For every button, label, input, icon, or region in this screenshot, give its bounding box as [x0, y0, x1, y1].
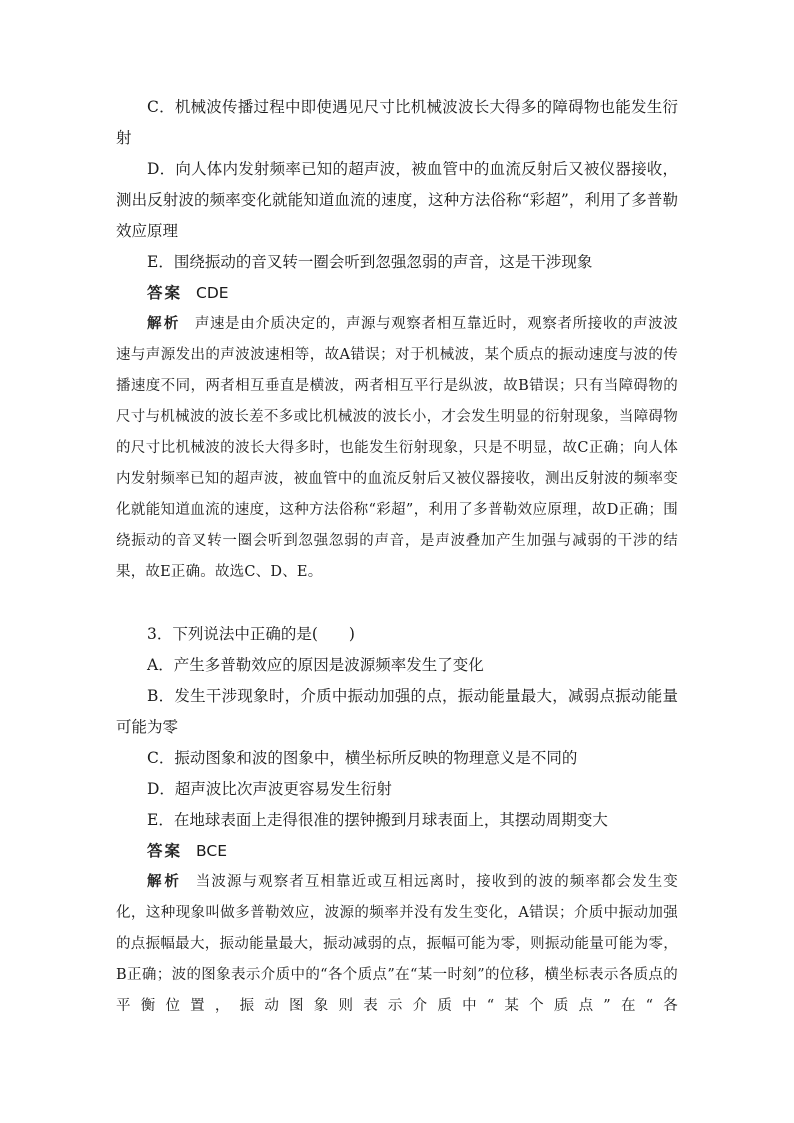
q2-analysis-text: 声速是由介质决定的，声源与观察者相互靠近时，观察者所接收的声波波速与声源发出的声波波速相等，故A错误；对于机械波，某个质点的振动速度与波的传播速度不同，两者相互垂直是横波，两者相互平行是纵波，故B错误；只有当障碍物的尺寸与机械波的波长差不多或比机械波的波长小，才会发生明显的衍射现象，当障碍物的尺寸比机械波的波长大得多时，也能发生衍射现象，只是不明显，故C正确；向人体内发射频率已知的超声波，被血管中的血流反射后又被仪器接收，测出反射波的频率变化就能知道血流的速度，这种方法俗称“彩超”，利用了多普勒效应原理，故D正确；围绕振动的音叉转一圈会听到忽强忽弱的声音，是声波叠加产生加强与减弱的干涉的结果，故E正确。故选C、D、E。: [116, 316, 678, 580]
q2-option-e: E．围绕振动的音叉转一圈会听到忽强忽弱的声音，这是干涉现象: [147, 253, 593, 271]
q2-option-c: C．机械波传播过程中即使遇见尺寸比机械波波长大得多的障碍物也能发生衍射: [116, 98, 678, 147]
q3-answer: BCE: [196, 842, 227, 860]
q3-answer-line: [116, 836, 678, 867]
q2-answer-label: 答案: [147, 284, 183, 302]
q3-analysis-text: 当波源与观察者互相靠近或互相远离时，接收到的波的频率都会发生变化，这种现象叫做多普勒效应，波源的频率并没有发生变化，A错误；介质中振动加强的点振幅最大，振动能量最大，振动减弱的点，振幅可能为零，则振动能量可能为零，B正确；波的图象表示介质中的“各个质点”在“某一时刻”的位移，横坐标表示各质点的平衡位置，振动图象则表示介质中“某个质点”在“各: [116, 874, 679, 1014]
q3-answer-label: 答案: [147, 842, 183, 860]
q3-option-e: E．在地球表面上走得很准的摆钟搬到月球表面上，其摆动周期变大: [147, 811, 608, 829]
q3-analysis: [116, 867, 678, 1022]
q3-analysis-label: 解析: [147, 874, 182, 890]
q2-analysis: [116, 309, 678, 588]
q3-option-a: A．产生多普勒效应的原因是波源频率发生了变化: [147, 656, 484, 674]
q3-stem: 3．下列说法中正确的是( ): [147, 625, 355, 643]
q2-analysis-label: 解析: [147, 316, 181, 332]
q3-option-b: B．发生干涉现象时，介质中振动加强的点，振动能量最大，减弱点振动能量可能为零: [116, 687, 678, 736]
q2-answer-line: [116, 278, 678, 309]
q3-option-d: D．超声波比次声波更容易发生衍射: [147, 780, 392, 798]
q2-answer: CDE: [196, 284, 229, 302]
q2-option-d: D．向人体内发射频率已知的超声波，被血管中的血流反射后又被仪器接收，测出反射波的频率变化就能知道血流的速度，这种方法俗称“彩超”，利用了多普勒效应原理: [116, 160, 678, 240]
q3-option-c: C．振动图象和波的图象中，横坐标所反映的物理意义是不同的: [147, 749, 578, 767]
